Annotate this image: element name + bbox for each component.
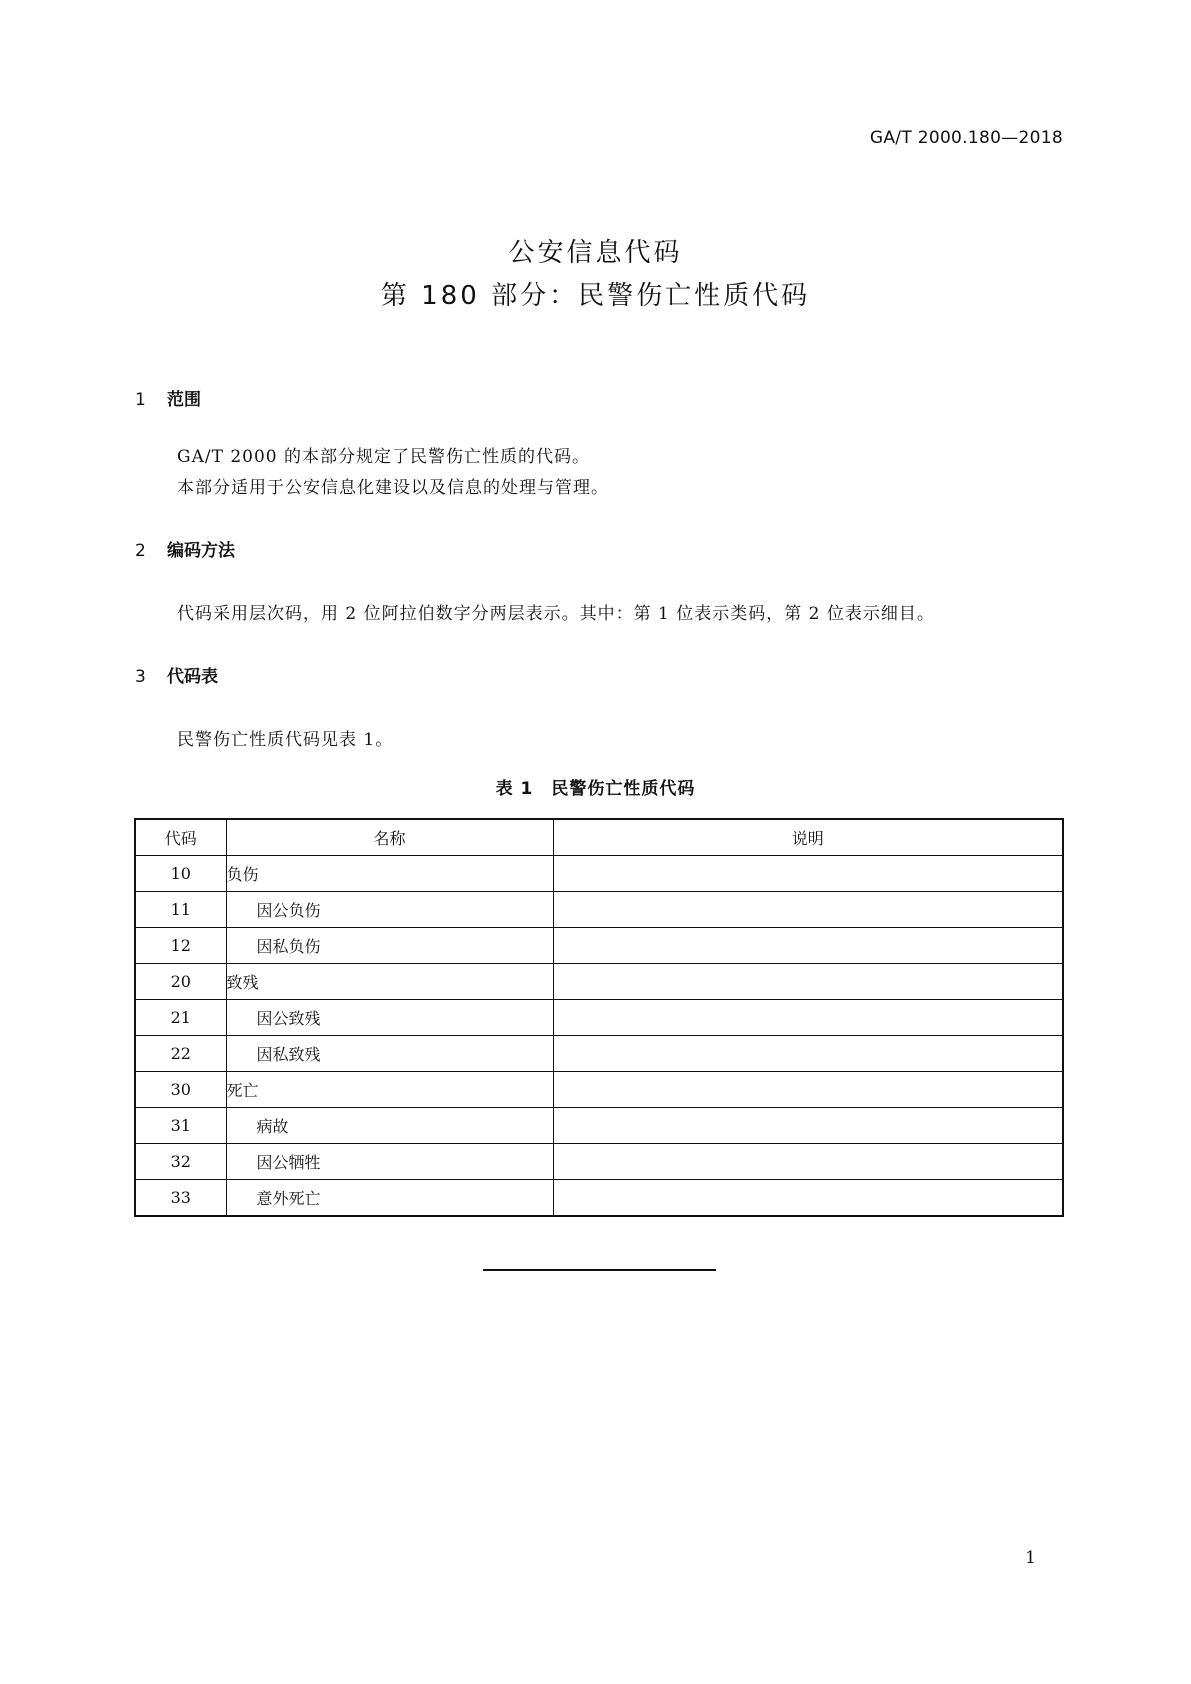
section-title: 编码方法 (167, 541, 235, 561)
code-cell: 33 (135, 1180, 226, 1217)
note-cell (553, 928, 1063, 964)
table-row (135, 1036, 1063, 1072)
section-title: 代码表 (167, 667, 218, 687)
code-cell: 32 (135, 1144, 226, 1180)
paragraph: 代码采用层次码，用 2 位阿拉伯数字分两层表示。其中：第 1 位表示类码，第 2 位表示细目。 (177, 604, 935, 624)
table-row (135, 1144, 1063, 1180)
note-cell (553, 1072, 1063, 1108)
table-row (135, 1108, 1063, 1144)
paragraph: GA/T 2000 的本部分规定了民警伤亡性质的代码。 (177, 447, 590, 467)
paragraph: 本部分适用于公安信息化建设以及信息的处理与管理。 (177, 478, 609, 498)
note-cell (553, 1180, 1063, 1217)
paragraph: 民警伤亡性质代码见表 1。 (177, 730, 394, 750)
note-cell (553, 964, 1063, 1000)
section-heading-scope (135, 385, 201, 410)
code-cell: 12 (135, 928, 226, 964)
name-cell: 负伤 (226, 856, 553, 892)
note-cell (553, 1144, 1063, 1180)
name-cell: 致残 (226, 964, 553, 1000)
document-title: 公安信息代码 (508, 238, 683, 268)
note-cell (553, 1036, 1063, 1072)
table-header-row (135, 819, 1063, 856)
standard-code: GA/T 2000.180—2018 (869, 128, 1063, 148)
section-heading-code-table (135, 662, 218, 687)
note-cell (553, 856, 1063, 892)
code-table (134, 818, 1064, 1217)
code-cell: 22 (135, 1036, 226, 1072)
code-cell: 11 (135, 892, 226, 928)
table-row (135, 1072, 1063, 1108)
document-subtitle: 第 180 部分：民警伤亡性质代码 (380, 281, 811, 311)
section-title: 范围 (167, 390, 201, 410)
name-cell: 病故 (226, 1108, 553, 1144)
name-cell: 因公致残 (226, 1000, 553, 1036)
column-header-code: 代码 (135, 819, 226, 856)
table-row (135, 1000, 1063, 1036)
code-cell: 21 (135, 1000, 226, 1036)
table-caption-title: 民警伤亡性质代码 (551, 779, 696, 799)
column-header-name: 名称 (226, 819, 553, 856)
table-row (135, 1180, 1063, 1217)
table-row (135, 856, 1063, 892)
table-row (135, 928, 1063, 964)
table-caption (0, 774, 1191, 799)
end-divider (483, 1269, 716, 1271)
page-number: 1 (1025, 1548, 1036, 1568)
code-cell: 31 (135, 1108, 226, 1144)
section-heading-coding-method (135, 536, 235, 561)
code-cell: 30 (135, 1072, 226, 1108)
note-cell (553, 1000, 1063, 1036)
table-row (135, 892, 1063, 928)
name-cell: 因公牺牲 (226, 1144, 553, 1180)
name-cell: 因私致残 (226, 1036, 553, 1072)
section-number: 3 (135, 667, 146, 687)
name-cell: 意外死亡 (226, 1180, 553, 1217)
code-cell: 20 (135, 964, 226, 1000)
name-cell: 因私负伤 (226, 928, 553, 964)
name-cell: 死亡 (226, 1072, 553, 1108)
table-caption-number: 表 1 (495, 779, 534, 799)
code-cell: 10 (135, 856, 226, 892)
section-number: 2 (135, 541, 146, 561)
name-cell: 因公负伤 (226, 892, 553, 928)
table-row (135, 964, 1063, 1000)
note-cell (553, 1108, 1063, 1144)
note-cell (553, 892, 1063, 928)
section-number: 1 (135, 390, 146, 410)
column-header-note: 说明 (553, 819, 1063, 856)
